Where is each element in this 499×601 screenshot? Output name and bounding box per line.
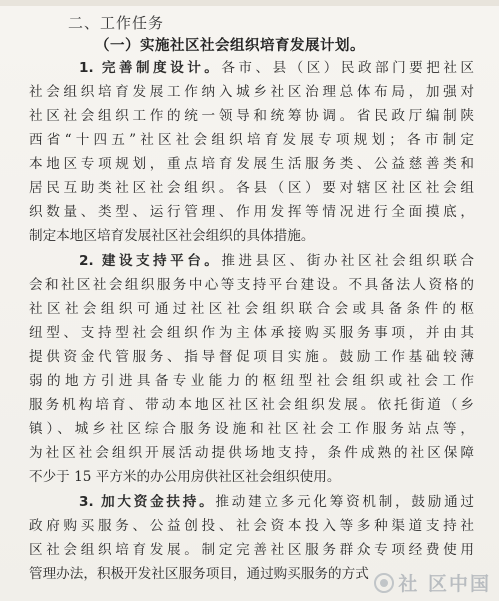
paragraph-line: 社会组织培育发展工作纳入城乡社区治理总体布局，加强对 [29, 84, 474, 100]
line-text: 推动建立多元化筹资机制，鼓励通过 [215, 494, 474, 510]
section-heading: 二、工作任务 [68, 14, 165, 32]
paragraph-lead: 1. 完善制度设计。 [79, 60, 222, 76]
paragraph-1 [29, 56, 474, 248]
paragraph-line: 弱的地方引进具备专业能力的枢纽型社会组织或社会工作 [29, 373, 474, 389]
paragraph-line: 提供资金代管服务、指导督促项目实施。鼓励工作基础较薄 [29, 349, 474, 365]
paragraph-lead: 2. 建设支持平台。 [79, 253, 222, 269]
paragraph-line [29, 490, 474, 514]
paragraph-line: 政府购买服务、公益创投、社会资本投入等多种渠道支持社 [29, 518, 474, 534]
paragraph-line: 纽型、支持型社会组织作为主体承接购买服务事项，并由其 [29, 325, 474, 341]
paragraph-line: 社区社会组织可通过社区社会组织联合会或具备条件的枢 [29, 301, 474, 317]
paragraph-line: 镇）、城乡社区综合服务设施和社区社会工作服务站点等， [29, 421, 474, 437]
paragraph-line: 居民互助类社区社会组织。各县（区）要对辖区社区社会组 [29, 180, 474, 196]
paragraph-line: 本地区专项规划，重点培育发展生活服务类、公益慈善类和 [29, 156, 474, 172]
line-text: 各市、县（区）民政部门要把社区 [221, 60, 474, 76]
logo-ring-icon [374, 573, 394, 593]
paragraph-2 [29, 249, 474, 489]
watermark [374, 569, 491, 596]
paragraph-line: 会和社区社会组织服务中心等支持平台建设。不具备法人资格的 [29, 277, 474, 293]
paragraph-line: 区社会组织培育发展。制定完善社区服务群众专项经费使用 [29, 542, 474, 558]
paragraph-line: 织数量、类型、运行管理、作用发挥等情况进行全面摸底， [29, 204, 474, 220]
watermark-text: 社 区中国 [398, 573, 491, 595]
line-text: 推进县区、街办社区社会组织联合 [221, 253, 474, 269]
paragraph-line: 西省“十四五”社区社会组织培育发展专项规划；各市制定 [29, 132, 474, 148]
sub-heading: （一）实施社区社会组织培育发展计划。 [95, 38, 365, 54]
top-band [0, 0, 499, 6]
paragraph-line [29, 56, 474, 80]
paragraph-line: 为社区社会组织开展活动提供场地支持，条件成熟的社区保障 [29, 445, 474, 461]
paragraph-line: 服务机构培育、带动本地区社区社会组织发展。依托街道（乡 [29, 397, 474, 413]
paragraph-lead: 3. 加大资金扶持。 [79, 494, 216, 510]
paragraph-line: 制定本地区培育发展社区社会组织的具体措施。 [29, 228, 315, 244]
paragraph-line: 社区社会组织工作的统一领导和统筹协调。省民政厅编制陕 [29, 108, 474, 124]
paragraph-line: 管理办法，积极开发社区服务项目，通过购买服务的方式 [29, 566, 369, 582]
paragraph-line [29, 249, 474, 273]
paragraph-line: 不少于 15 平方米的办公用房供社区社会组织使用。 [29, 469, 341, 485]
